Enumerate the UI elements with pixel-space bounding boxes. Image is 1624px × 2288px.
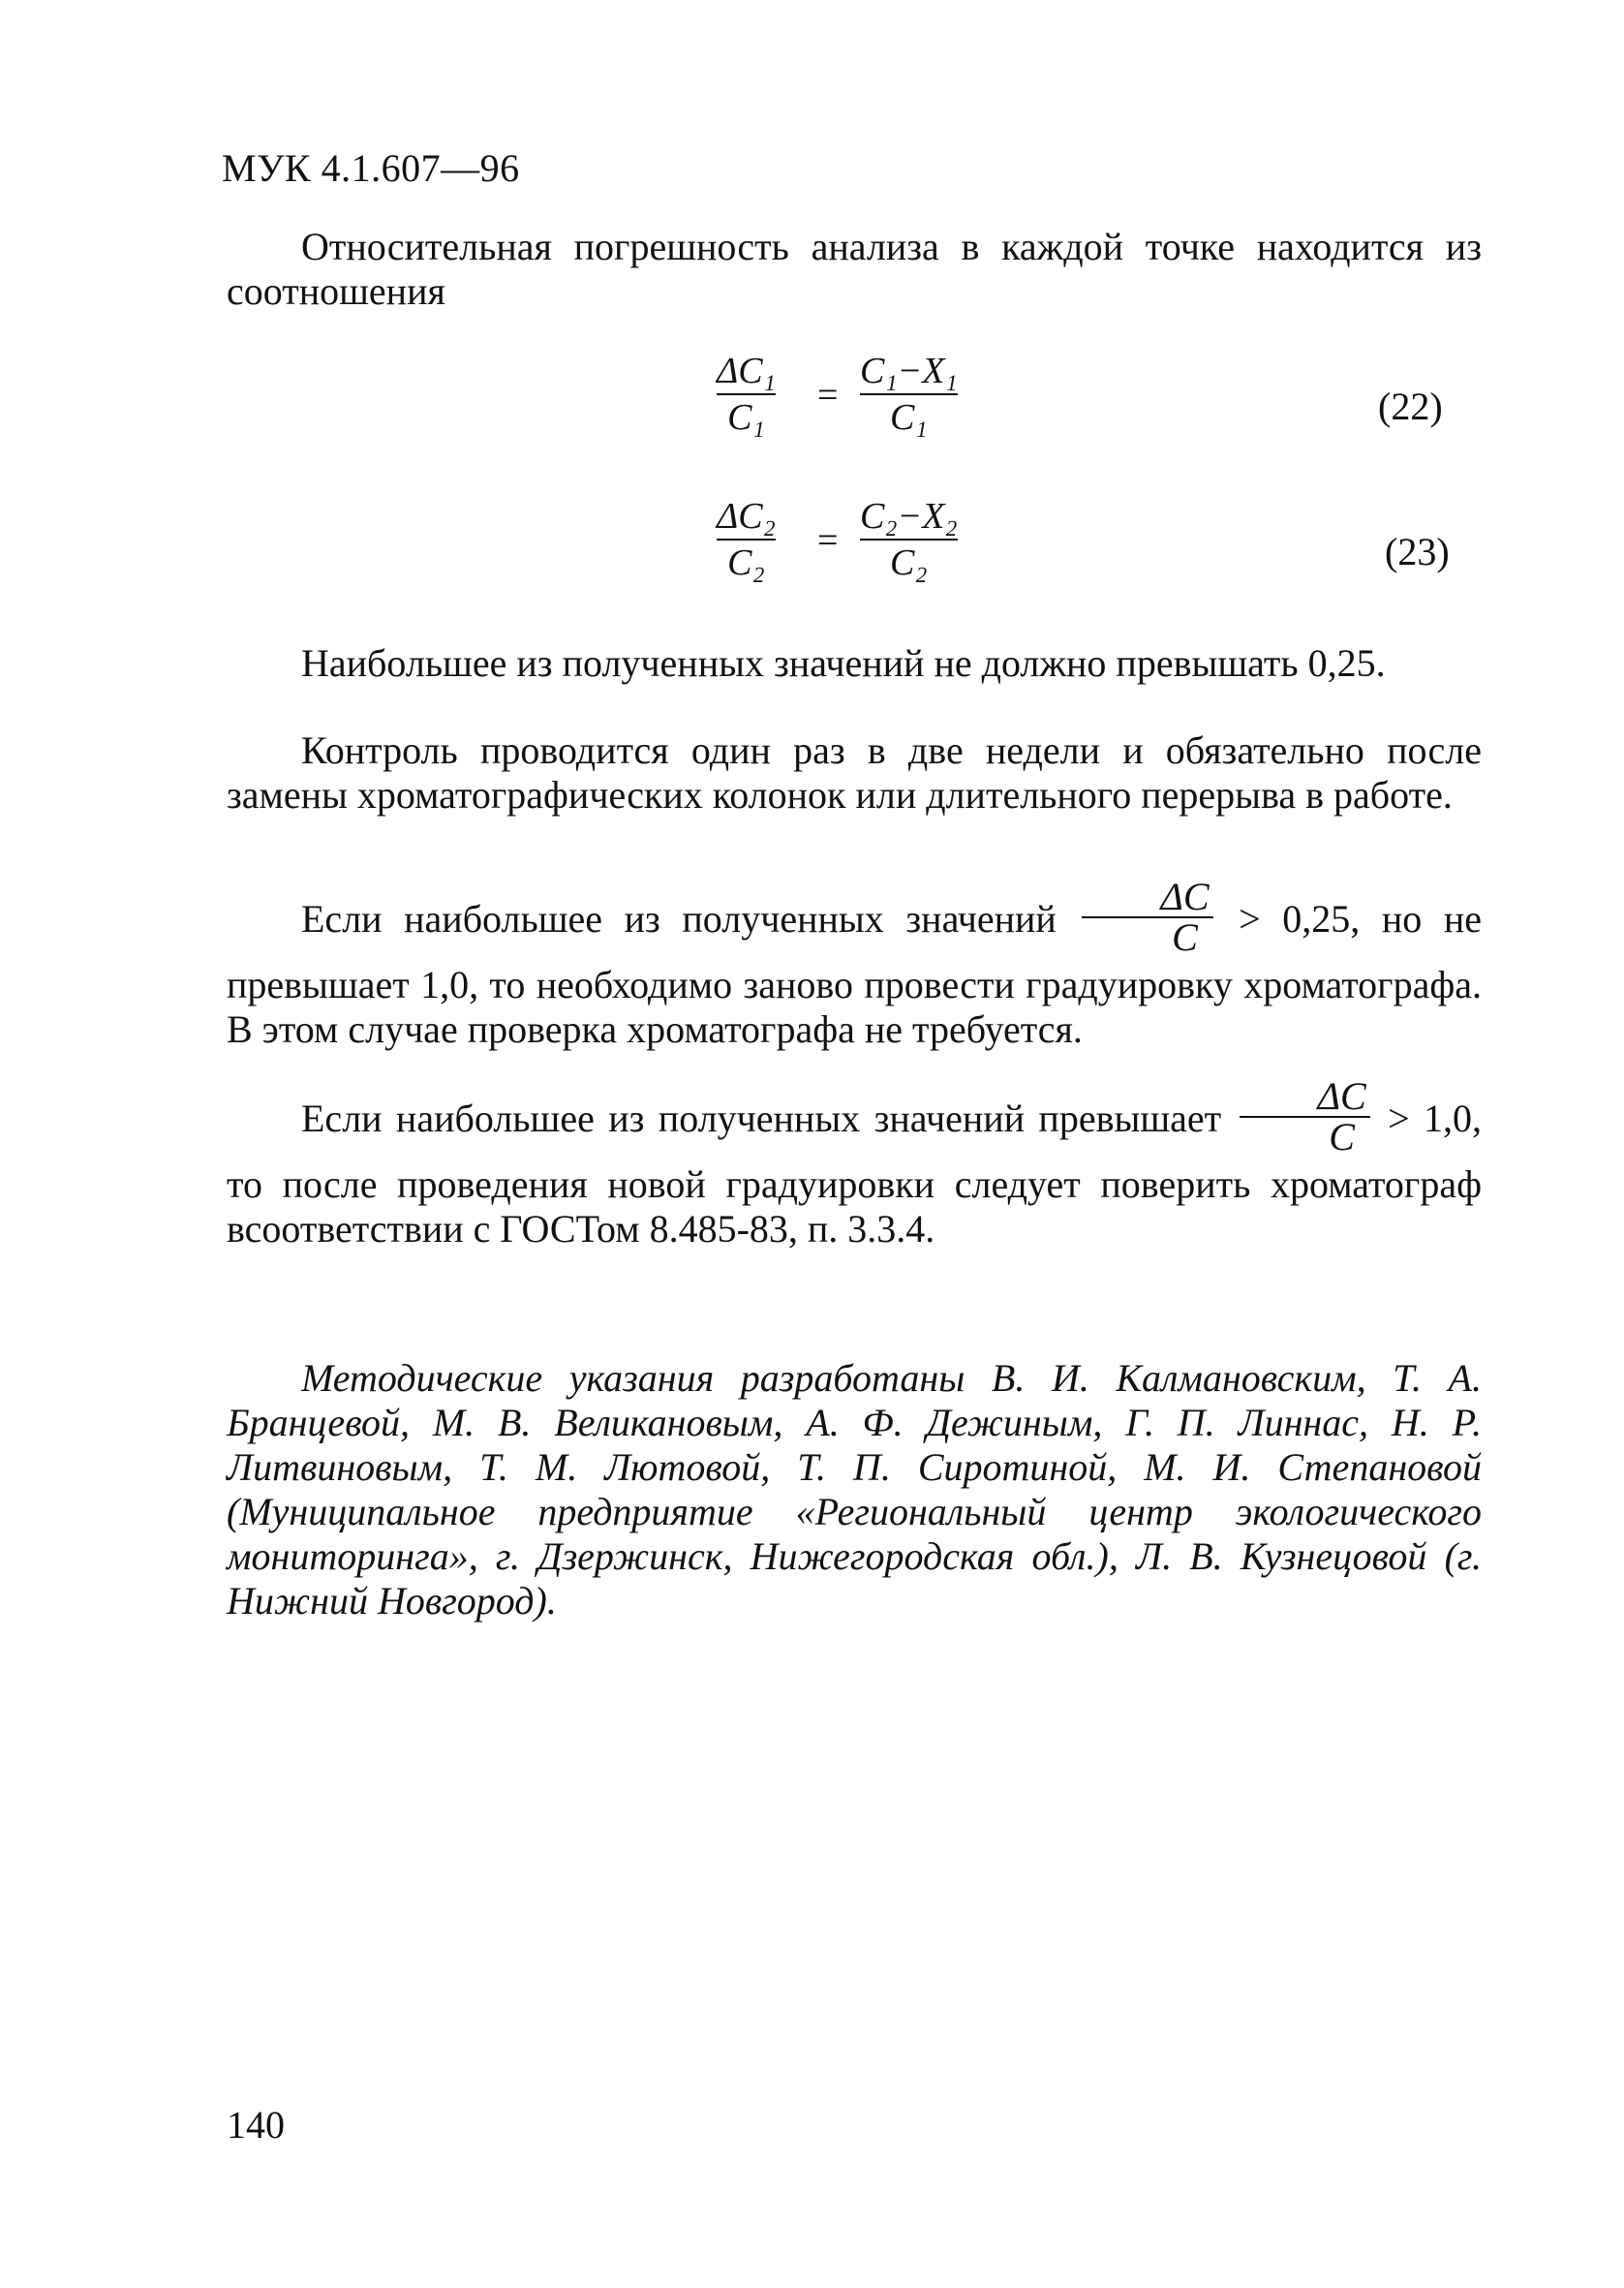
equals-sign: = <box>817 375 839 416</box>
fraction-numerator: ΔC <box>1240 1077 1370 1118</box>
equation-23-rhs-numerator: C₂−X₂ <box>860 496 958 537</box>
max-value-paragraph: Наибольшее из полученных значений не должно превышать 0,25. <box>301 641 1386 685</box>
fraction-numerator: ΔC <box>1082 878 1212 918</box>
equation-22-rhs-numerator: C₁−X₁ <box>860 351 958 391</box>
equals-sign: = <box>817 520 839 561</box>
if-exceeds-025-text-a: Если наибольшее из полученных значений <box>301 897 1057 942</box>
equation-22-number: (22) <box>1378 385 1443 428</box>
equation-22-rhs-denominator: C₁ <box>890 397 928 438</box>
control-paragraph: Контроль проводится один раз в две недели и обязательно после замены хроматографических колонок или длительного перерыва в работе. <box>227 728 1482 817</box>
equation-23-number: (23) <box>1385 530 1450 573</box>
if-exceeds-10-text-b: > 1,0, то после проведения новой градуировки следует поверить хроматограф всоответствии с ГОСТом 8.485-83, п. 3.3.4. <box>227 1097 1483 1251</box>
equation-22 <box>717 349 1491 465</box>
equation-23-rhs-denominator: C₂ <box>890 542 928 583</box>
equation-22-lhs-denominator: C₁ <box>727 397 765 438</box>
document-code-header: МУК 4.1.607—96 <box>222 146 520 190</box>
authors-credits: Методические указания разработаны В. И. Калмановским, Т. А. Бранцевой, М. В. Великановым, А. Ф. Дежиным, Г. П. Линнас, Н. Р. Литвиновым, Т. М. Лютовой, Т. П. Сиротиной, М. И. Степановой (Муниципальное предприятие «Региональный центр экологического мониторинга», г. Дзержинск, Нижегородская обл.), Л. В. Кузнецовой (г. Нижний Новгород). <box>227 1356 1482 1623</box>
equation-22-lhs-fraction <box>717 349 776 440</box>
fraction-denominator: C <box>1172 915 1198 959</box>
equation-23-lhs-denominator: C₂ <box>727 542 765 583</box>
equation-22-rhs-fraction <box>860 349 958 440</box>
equation-23 <box>717 494 1491 610</box>
if-exceeds-10-paragraph <box>227 1074 1483 1252</box>
if-exceeds-10-text-a: Если наибольшее из полученных значений превышает <box>301 1097 1222 1141</box>
delta-c-over-c-fraction <box>1082 875 1212 959</box>
fraction-denominator: C <box>1329 1115 1355 1159</box>
delta-c-over-c-fraction <box>1240 1074 1370 1159</box>
intro-paragraph: Относительная погрешность анализа в каждой точке находится из соотношения <box>227 225 1482 313</box>
equation-23-lhs-numerator: ΔC₂ <box>717 496 776 537</box>
equation-23-rhs-fraction <box>860 494 958 585</box>
page-number: 140 <box>227 2103 285 2147</box>
equation-22-lhs-numerator: ΔC₁ <box>717 351 776 391</box>
if-exceeds-025-paragraph <box>227 875 1482 1052</box>
equation-23-lhs-fraction <box>717 494 776 585</box>
if-exceeds-025-text-b: > 0,25, но не превышает 1,0, то необходимо заново провести градуировку хроматографа. В этом случае проверка хроматографа не требуется. <box>227 897 1482 1051</box>
